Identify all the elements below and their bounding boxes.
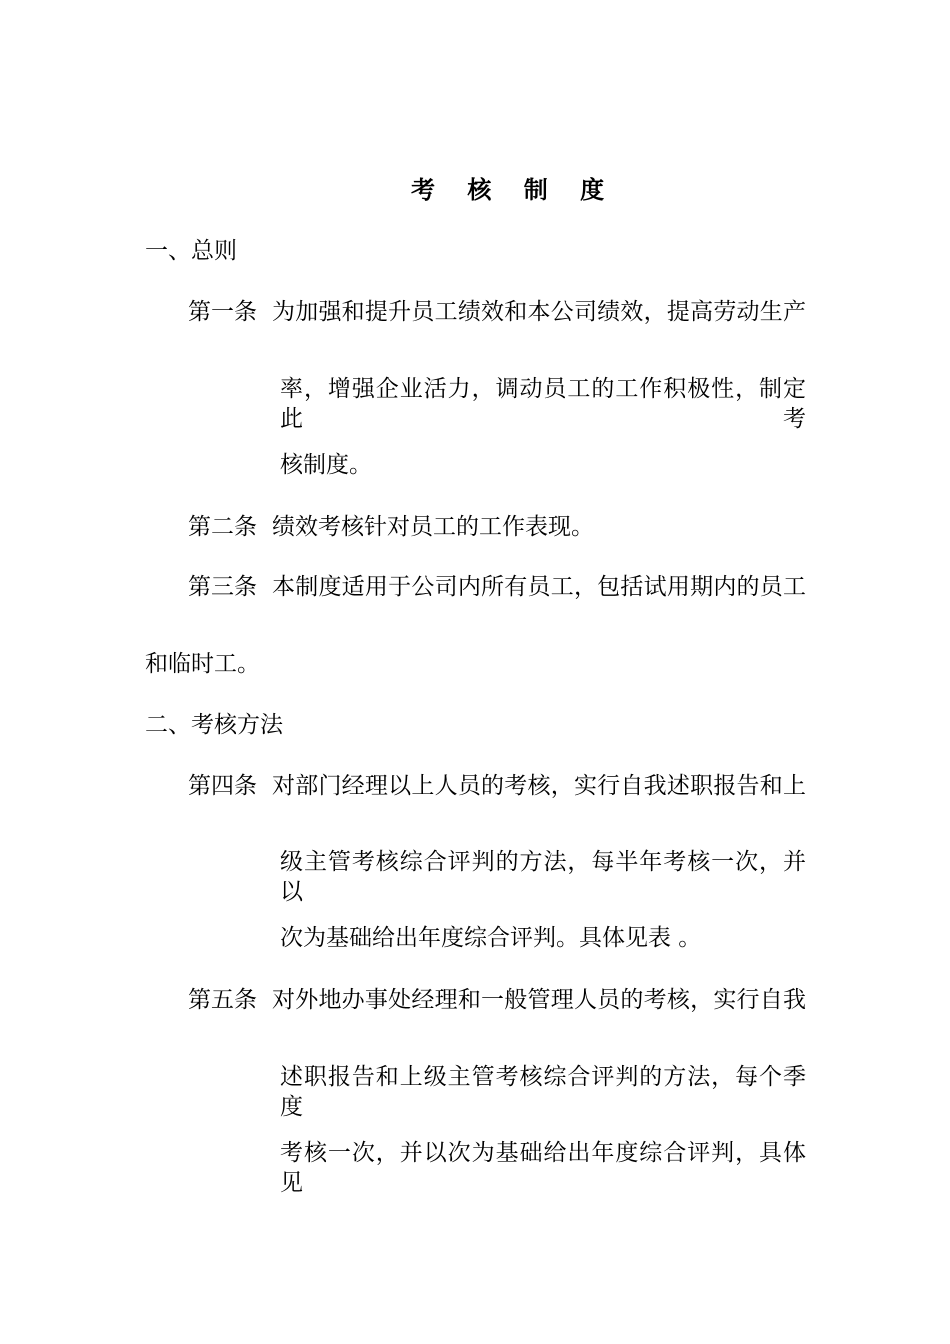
- article-number: 第一条: [188, 299, 257, 325]
- article-text-line: 本制度适用于公司内所有员工，包括试用期内的员工: [272, 574, 806, 600]
- article-text-line: 考核一次，并以次为基础给出年度综合评判，具体见: [280, 1140, 806, 1196]
- article-text-line: 次为基础给出年度综合评判。具体见表 。: [280, 925, 702, 951]
- article-number: 第三条: [188, 574, 257, 600]
- article-text-line: 述职报告和上级主管考核综合评判的方法，每个季度: [280, 1064, 806, 1120]
- article-text-line: 对外地办事处经理和一般管理人员的考核，实行自我: [272, 987, 806, 1013]
- article-text-line: 级主管考核综合评判的方法，每半年考核一次，并以: [280, 849, 806, 905]
- section-heading: 一、总则: [145, 238, 237, 264]
- article-text-line: 绩效考核针对员工的工作表现。: [272, 514, 594, 540]
- article-number: 第五条: [188, 987, 257, 1013]
- article-text-line: 对部门经理以上人员的考核，实行自我述职报告和上: [272, 773, 806, 799]
- article-number: 第二条: [188, 514, 257, 540]
- article-text-line: 为加强和提升员工绩效和本公司绩效，提高劳动生产: [272, 299, 806, 325]
- article-text-line: 和临时工。: [145, 651, 260, 677]
- document-title: 考 核 制 度: [411, 176, 617, 204]
- article-text-line: 核制度。: [280, 452, 372, 478]
- article-number: 第四条: [188, 773, 257, 799]
- article-text-line: 率，增强企业活力，调动员工的工作积极性，制定此考: [280, 376, 806, 432]
- section-heading: 二、考核方法: [145, 712, 283, 738]
